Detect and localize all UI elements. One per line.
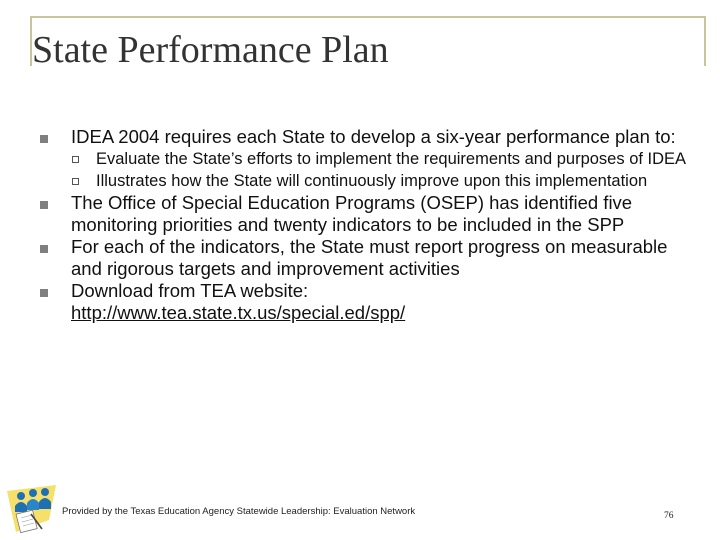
sub-bullet-item bbox=[71, 170, 696, 192]
title-frame-top-line bbox=[30, 16, 706, 18]
square-bullet-icon bbox=[40, 289, 48, 297]
bullet-text: Download from TEA website: bbox=[71, 280, 309, 301]
bullet-text: The Office of Special Education Programs (OSEP) has identified five monitoring priorities and twenty indicators to be included in the SPP bbox=[71, 192, 633, 235]
bullet-text: IDEA 2004 requires each State to develop a six-year performance plan to: bbox=[71, 126, 676, 147]
square-bullet-icon bbox=[40, 245, 48, 253]
bullet-item bbox=[36, 236, 696, 280]
bullet-item bbox=[36, 192, 696, 236]
tea-website-link[interactable]: http://www.tea.state.tx.us/special.ed/spp/ bbox=[71, 302, 406, 323]
evaluation-network-logo-icon bbox=[6, 484, 58, 536]
page-number: 76 bbox=[664, 511, 674, 521]
title-frame-right-line bbox=[704, 16, 706, 66]
slide-title: State Performance Plan bbox=[32, 29, 389, 71]
sub-bullet-text: Evaluate the State’s efforts to implement the requirements and purposes of IDEA bbox=[96, 150, 687, 168]
sub-bullet-item bbox=[71, 148, 696, 170]
sub-bullet-text: Illustrates how the State will continuously improve upon this implementation bbox=[96, 172, 648, 190]
bullet-item bbox=[36, 126, 696, 148]
square-bullet-icon bbox=[40, 135, 48, 143]
hollow-square-bullet-icon bbox=[72, 178, 79, 185]
bullet-text: For each of the indicators, the State must report progress on measurable and rigorous targets and improvement activities bbox=[71, 236, 668, 279]
square-bullet-icon bbox=[40, 201, 48, 209]
hollow-square-bullet-icon bbox=[72, 156, 79, 163]
bullet-list bbox=[36, 126, 696, 324]
footer-credit: Provided by the Texas Education Agency Statewide Leadership: Evaluation Network bbox=[62, 506, 416, 517]
bullet-item bbox=[36, 280, 696, 324]
